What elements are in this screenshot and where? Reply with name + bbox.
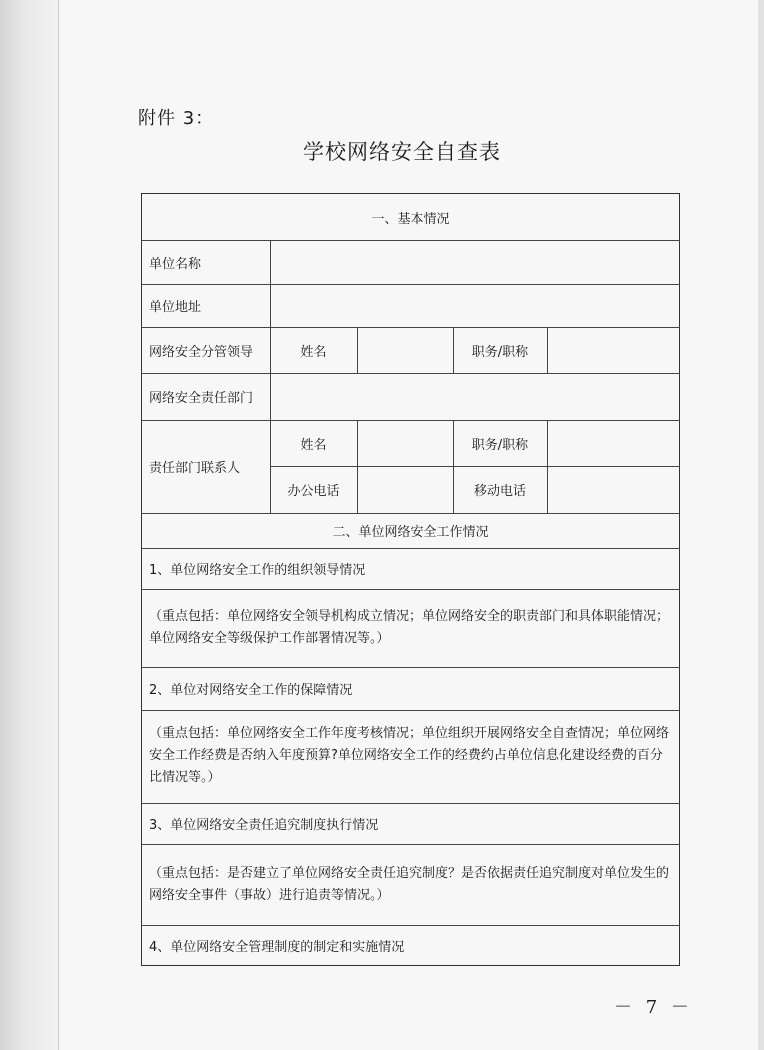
item2-note-line: 安全工作经费是否纳入年度预算?单位网络安全工作的经费约占单位信息化建设经费的百分 <box>149 748 663 763</box>
item2-note <box>149 723 677 789</box>
col-divider <box>357 420 358 513</box>
item2-title: 2、单位对网络安全工作的保障情况 <box>149 683 353 698</box>
col-divider <box>547 420 548 513</box>
office-phone-label: 办公电话 <box>287 484 340 499</box>
item2-note-line: 比情况等。） <box>149 770 221 785</box>
attachment-label: 附件 3： <box>138 108 215 129</box>
item3-note-line: （重点包括：是否建立了单位网络安全责任追究制度？是否依据责任追究制度对单位发生的 <box>149 866 670 881</box>
row-divider <box>141 589 680 590</box>
unit-name-label: 单位名称 <box>149 256 202 272</box>
item3-note <box>149 863 677 907</box>
leader-position-label: 职务/职称 <box>471 344 529 360</box>
item4-title: 4、单位网络安全管理制度的制定和实施情况 <box>149 940 405 955</box>
row-divider <box>141 710 680 711</box>
item1-title: 1、单位网络安全工作的组织领导情况 <box>149 563 366 578</box>
item1-note-line: （重点包括：单位网络安全领导机构成立情况；单位网络安全的职责部门和具体职能情况； <box>149 609 670 624</box>
contact-position-label: 职务/职称 <box>471 437 529 453</box>
item1-note <box>149 606 677 650</box>
item3-title: 3、单位网络安全责任追究制度执行情况 <box>149 818 379 833</box>
section1-heading: 一、基本情况 <box>371 211 450 227</box>
col-divider <box>357 327 358 373</box>
leader-name-label: 姓名 <box>300 344 327 360</box>
item1-note-line: 单位网络安全等级保护工作部署情况等。） <box>149 631 390 646</box>
contact-label: 责任部门联系人 <box>149 461 241 476</box>
item3-note-line: 网络安全事件（事故）进行追责等情况。） <box>149 888 390 903</box>
col-divider <box>547 327 548 373</box>
row-divider <box>141 844 680 845</box>
item2-note-line: （重点包括：单位网络安全工作年度考核情况；单位组织开展网络安全自查情况；单位网络 <box>149 726 670 741</box>
page-title: 学校网络安全自查表 <box>303 140 501 164</box>
page-number: － 7 － <box>614 997 693 1018</box>
contact-name-label: 姓名 <box>300 437 327 453</box>
dept-label: 网络安全责任部门 <box>149 391 254 406</box>
unit-address-label: 单位地址 <box>149 300 202 315</box>
section2-heading: 二、单位网络安全工作情况 <box>332 525 489 540</box>
leader-label: 网络安全分管领导 <box>149 344 254 360</box>
mobile-phone-label: 移动电话 <box>473 484 526 499</box>
